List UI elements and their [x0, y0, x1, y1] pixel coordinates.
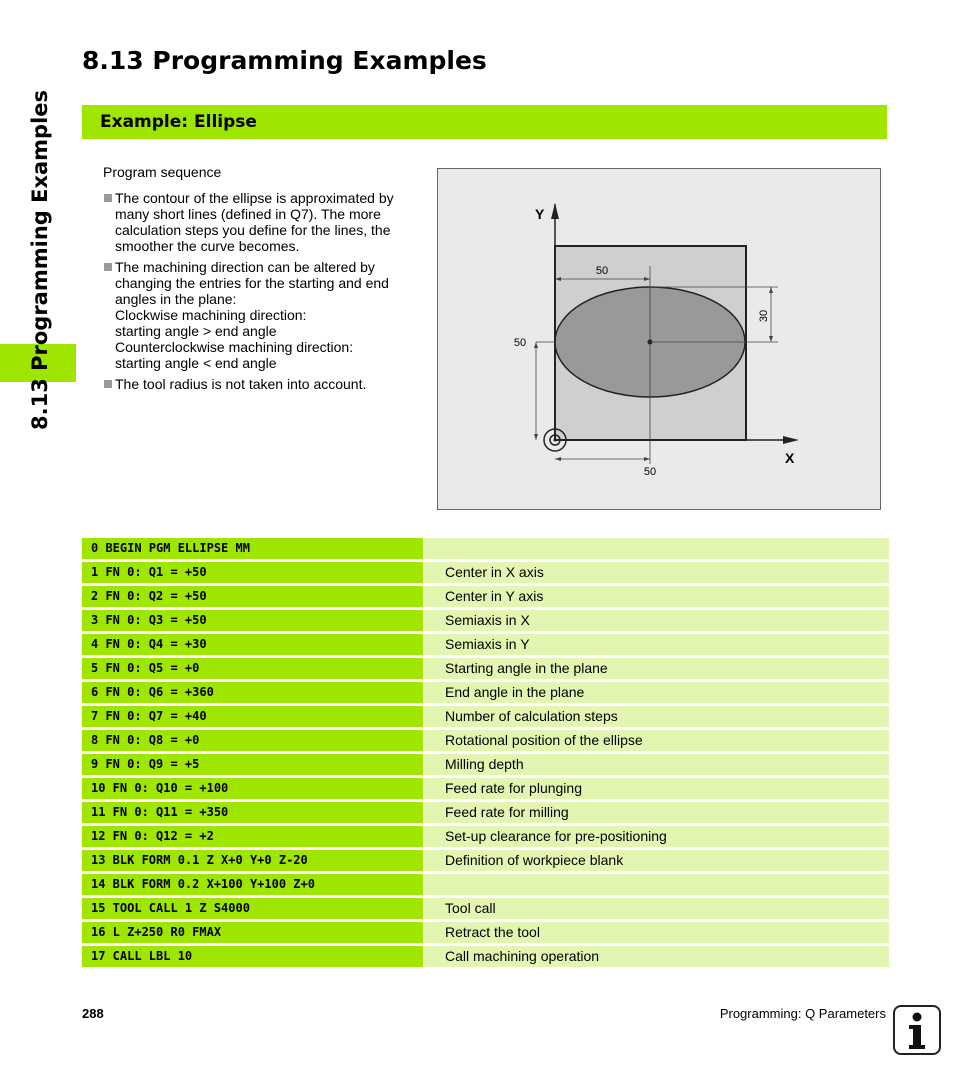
program-code-cell	[82, 658, 423, 679]
program-code: 0 BEGIN PGM ELLIPSE MM	[91, 541, 250, 555]
dim-right-arrow-top	[769, 287, 773, 293]
program-code: 12 FN 0: Q12 = +2	[91, 829, 214, 843]
program-code-cell	[82, 826, 423, 847]
program-code: 2 FN 0: Q2 = +50	[91, 589, 207, 603]
program-code-cell	[82, 874, 423, 895]
footer-title: Programming: Q Parameters	[719, 1006, 886, 1021]
program-code-cell	[82, 610, 423, 631]
program-desc: Rotational position of the ellipse	[445, 732, 643, 748]
program-code-cell	[82, 778, 423, 799]
bullet-item	[103, 190, 413, 254]
program-desc-cell	[424, 658, 889, 679]
program-code-cell	[82, 922, 423, 943]
program-row	[82, 586, 889, 607]
program-row	[82, 634, 889, 655]
bullet-text-line: calculation steps you define for the lines, the	[115, 222, 391, 238]
program-desc-cell	[424, 802, 889, 823]
bullet-text-line: starting angle > end angle	[115, 323, 277, 339]
program-code-cell	[82, 946, 423, 967]
program-listing	[82, 538, 889, 970]
program-row	[82, 874, 889, 895]
bullet-text-line: The tool radius is not taken into account.	[115, 376, 367, 392]
program-code-cell	[82, 898, 423, 919]
program-desc-cell	[424, 874, 889, 895]
program-desc: Feed rate for plunging	[445, 780, 582, 796]
program-row	[82, 706, 889, 727]
y-axis-label: Y	[535, 206, 545, 222]
program-code: 11 FN 0: Q11 = +350	[91, 805, 229, 819]
ellipse-drawing	[438, 169, 880, 509]
program-code-cell	[82, 634, 423, 655]
dim-left-arrow-bottom	[534, 434, 538, 440]
info-icon	[893, 1005, 941, 1055]
program-code: 6 FN 0: Q6 = +360	[91, 685, 214, 699]
program-desc: Retract the tool	[445, 924, 540, 940]
bullet-item	[103, 259, 413, 371]
bullet-text-line: changing the entries for the starting and end	[115, 275, 389, 291]
dim-bottom-label: 50	[643, 466, 657, 478]
program-code-cell	[82, 538, 423, 559]
x-axis-label: X	[785, 450, 795, 466]
program-desc-cell	[424, 610, 889, 631]
program-desc: Center in X axis	[445, 564, 544, 580]
program-desc-cell	[424, 898, 889, 919]
program-code: 15 TOOL CALL 1 Z S4000	[91, 901, 250, 915]
program-code-cell	[82, 850, 423, 871]
bullet-text-line: The machining direction can be altered by	[115, 259, 375, 275]
y-axis-arrow	[551, 203, 559, 219]
bullet-text-line: Counterclockwise machining direction:	[115, 339, 354, 355]
program-code: 9 FN 0: Q9 = +5	[91, 757, 200, 771]
bullet-square-icon	[104, 380, 112, 388]
program-row	[82, 946, 889, 967]
program-code-cell	[82, 682, 423, 703]
bullet-text-line: angles in the plane:	[115, 291, 237, 307]
program-row	[82, 658, 889, 679]
program-desc-cell	[424, 922, 889, 943]
program-code: 10 FN 0: Q10 = +100	[91, 781, 229, 795]
program-code: 1 FN 0: Q1 = +50	[91, 565, 207, 579]
program-code: 14 BLK FORM 0.2 X+100 Y+100 Z+0	[91, 877, 315, 891]
program-desc: Feed rate for milling	[445, 804, 569, 820]
program-code: 17 CALL LBL 10	[91, 949, 193, 963]
program-code: 7 FN 0: Q7 = +40	[91, 709, 207, 723]
program-desc-cell	[424, 778, 889, 799]
program-row	[82, 922, 889, 943]
program-desc: Tool call	[445, 900, 496, 916]
program-row	[82, 562, 889, 583]
program-desc-cell	[424, 586, 889, 607]
program-desc: Set-up clearance for pre-positioning	[445, 828, 667, 844]
program-desc: Semiaxis in X	[445, 612, 530, 628]
program-row	[82, 802, 889, 823]
program-row	[82, 610, 889, 631]
ellipse-figure	[437, 168, 881, 510]
bullet-item	[103, 376, 413, 392]
program-desc-cell	[424, 634, 889, 655]
program-desc-cell	[424, 754, 889, 775]
side-chapter-title-text: 8.13 Programming Examples	[28, 89, 52, 430]
program-code: 8 FN 0: Q8 = +0	[91, 733, 200, 747]
program-row	[82, 754, 889, 775]
bullet-text-line: starting angle < end angle	[115, 355, 277, 371]
program-row	[82, 898, 889, 919]
program-row	[82, 730, 889, 751]
program-code: 3 FN 0: Q3 = +50	[91, 613, 207, 627]
program-code-cell	[82, 706, 423, 727]
program-desc-cell	[424, 706, 889, 727]
program-desc-cell	[424, 730, 889, 751]
program-code: 13 BLK FORM 0.1 Z X+0 Y+0 Z-20	[91, 853, 308, 867]
program-row	[82, 778, 889, 799]
program-row	[82, 826, 889, 847]
bullet-square-icon	[104, 194, 112, 202]
dim-right-arrow-bottom	[769, 336, 773, 342]
program-code-cell	[82, 586, 423, 607]
program-desc: End angle in the plane	[445, 684, 585, 700]
program-desc-cell	[424, 826, 889, 847]
program-desc-cell	[424, 562, 889, 583]
dim-bottom-arrow-right	[644, 457, 650, 461]
description-column	[103, 164, 413, 397]
dim-right-label: 30	[758, 309, 770, 323]
program-desc: Call machining operation	[445, 948, 600, 964]
program-desc-cell	[424, 946, 889, 967]
program-row	[82, 538, 889, 559]
dim-bottom-arrow-left	[555, 457, 561, 461]
program-code-cell	[82, 730, 423, 751]
program-desc: Milling depth	[445, 756, 524, 772]
program-code-cell	[82, 754, 423, 775]
example-heading-bar	[82, 105, 887, 139]
example-heading: Example: Ellipse	[100, 112, 257, 132]
program-desc: Definition of workpiece blank	[445, 852, 624, 868]
program-row	[82, 850, 889, 871]
bullet-square-icon	[104, 263, 112, 271]
program-row	[82, 682, 889, 703]
program-desc-cell	[424, 538, 889, 559]
program-code: 16 L Z+250 R0 FMAX	[91, 925, 222, 939]
bullet-text-line: smoother the curve becomes.	[115, 238, 300, 254]
program-desc-cell	[424, 682, 889, 703]
program-code: 4 FN 0: Q4 = +30	[91, 637, 207, 651]
bullet-list	[103, 190, 413, 392]
bullet-text-line: many short lines (defined in Q7). The more	[115, 206, 381, 222]
program-code: 5 FN 0: Q5 = +0	[91, 661, 200, 675]
dim-left-label: 50	[513, 337, 527, 349]
bullet-text-line: Clockwise machining direction:	[115, 307, 307, 323]
program-desc: Starting angle in the plane	[445, 660, 608, 676]
dim-top-label: 50	[595, 265, 609, 277]
bullet-text-line: The contour of the ellipse is approximated by	[115, 190, 394, 206]
program-code-cell	[82, 562, 423, 583]
page-number: 288	[82, 1006, 104, 1021]
datum-center-dot	[554, 439, 557, 442]
x-axis-arrow	[783, 436, 799, 444]
program-sequence-label: Program sequence	[103, 164, 222, 180]
program-desc: Semiaxis in Y	[445, 636, 530, 652]
dim-left-arrow-top	[534, 342, 538, 348]
program-desc: Center in Y axis	[445, 588, 544, 604]
page-title: 8.13 Programming Examples	[82, 46, 487, 75]
program-desc-cell	[424, 850, 889, 871]
program-code-cell	[82, 802, 423, 823]
program-desc: Number of calculation steps	[445, 708, 618, 724]
